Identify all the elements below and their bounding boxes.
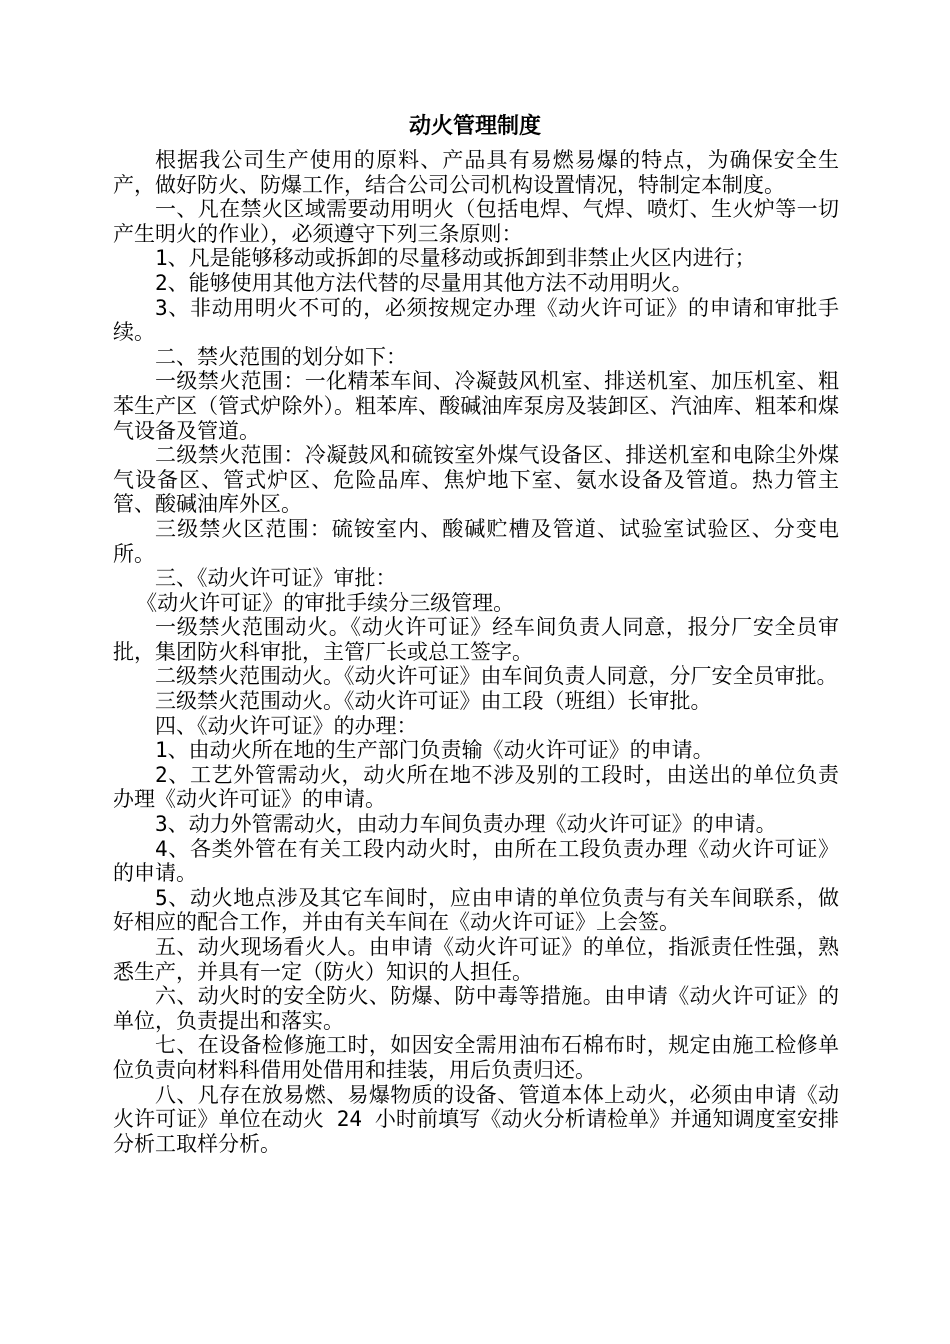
paragraph-procedure-2: 2、工艺外管需动火，动火所在地不涉及别的工段时，由送出的单位负责办理《动火许可证》的申请。 — [113, 762, 839, 812]
paragraph-procedure-4: 4、各类外管在有关工段内动火时，由所在工段负责办理《动火许可证》的申请。 — [113, 836, 839, 886]
paragraph-level-1-scope: 一级禁火范围：一化精苯车间、冷凝鼓风机室、排送机室、加压机室、粗苯生产区（管式炉除外）。粗苯库、酸碱油库泵房及装卸区、汽油库、粗苯和煤气设备及管道。 — [113, 369, 839, 443]
paragraph-section-4: 四、《动火许可证》的办理： — [155, 713, 418, 738]
paragraph-level-3-scope: 三级禁火区范围：硫铵室内、酸碱贮槽及管道、试验室试验区、分变电所。 — [113, 516, 839, 566]
paragraph-level-2-scope: 二级禁火范围：冷凝鼓风和硫铵室外煤气设备区、排送机室和电除尘外煤气设备区、管式炉区、危险品库、焦炉地下室、氨水设备及管道。热力管主管、酸碱油库外区。 — [113, 443, 839, 517]
paragraph-level-1-approval: 一级禁火范围动火。《动火许可证》经车间负责人同意，报分厂安全员审批，集团防火科审批，主管厂长或总工签字。 — [113, 615, 839, 664]
paragraph-section-5: 五、动火现场看火人。由申请《动火许可证》的单位，指派责任性强，熟悉生产，并具有一定（防火）知识的人担任。 — [113, 935, 839, 984]
paragraph-section-8: 八、凡存在放易燃、易爆物质的设备、管道本体上动火，必须由申请《动火许可证》单位在动火 24 小时前填写《动火分析请检单》并通知调度室安排分析工取样分析。 — [113, 1082, 839, 1156]
paragraph-procedure-3: 3、动力外管需动火，由动力车间负责办理《动火许可证》的申请。 — [155, 812, 777, 837]
paragraph-procedure-1: 1、由动火所在地的生产部门负责输《动火许可证》的申请。 — [155, 738, 714, 763]
paragraph-principle-1: 1、凡是能够移动或拆卸的尽量移动或拆卸到非禁止火区内进行； — [155, 246, 756, 271]
paragraph-section-3: 三、《动火许可证》审批： — [155, 566, 397, 591]
paragraph-level-3-approval: 三级禁火范围动火。《动火许可证》由工段（班组）长审批。 — [155, 689, 712, 714]
document-body — [113, 148, 839, 1156]
document-title: 动火管理制度 — [408, 114, 541, 139]
paragraph-section-1: 一、凡在禁火区域需要动用明火（包括电焊、气焊、喷灯、生火炉等一切产生明火的作业），必须遵守下列三条原则： — [113, 197, 839, 246]
paragraph-intro: 根据我公司生产使用的原料、产品具有易燃易爆的特点，为确保安全生产，做好防火、防爆工作，结合公司公司机构设置情况，特制定本制度。 — [113, 148, 839, 197]
paragraph-section-7: 七、在设备检修施工时，如因安全需用油布石棉布时，规定由施工检修单位负责向材料科借用处借用和挂装，用后负责归还。 — [113, 1033, 839, 1082]
paragraph-section-6: 六、动火时的安全防火、防爆、防中毒等措施。由申请《动火许可证》的单位，负责提出和落实。 — [113, 984, 839, 1033]
paragraph-procedure-5: 5、动火地点涉及其它车间时，应由申请的单位负责与有关车间联系，做好相应的配合工作，并由有关车间在《动火许可证》上会签。 — [113, 885, 839, 935]
paragraph-level-2-approval: 二级禁火范围动火。《动火许可证》由车间负责人同意，分厂安全员审批。 — [155, 664, 838, 689]
paragraph-approval-levels: 《动火许可证》的审批手续分三级管理。 — [136, 590, 515, 615]
paragraph-principle-2: 2、能够使用其他方法代替的尽量用其他方法不动用明火。 — [155, 270, 693, 295]
paragraph-principle-3: 3、非动用明火不可的，必须按规定办理《动火许可证》的申请和审批手续。 — [113, 295, 839, 345]
paragraph-section-2: 二、禁火范围的划分如下： — [155, 344, 407, 369]
